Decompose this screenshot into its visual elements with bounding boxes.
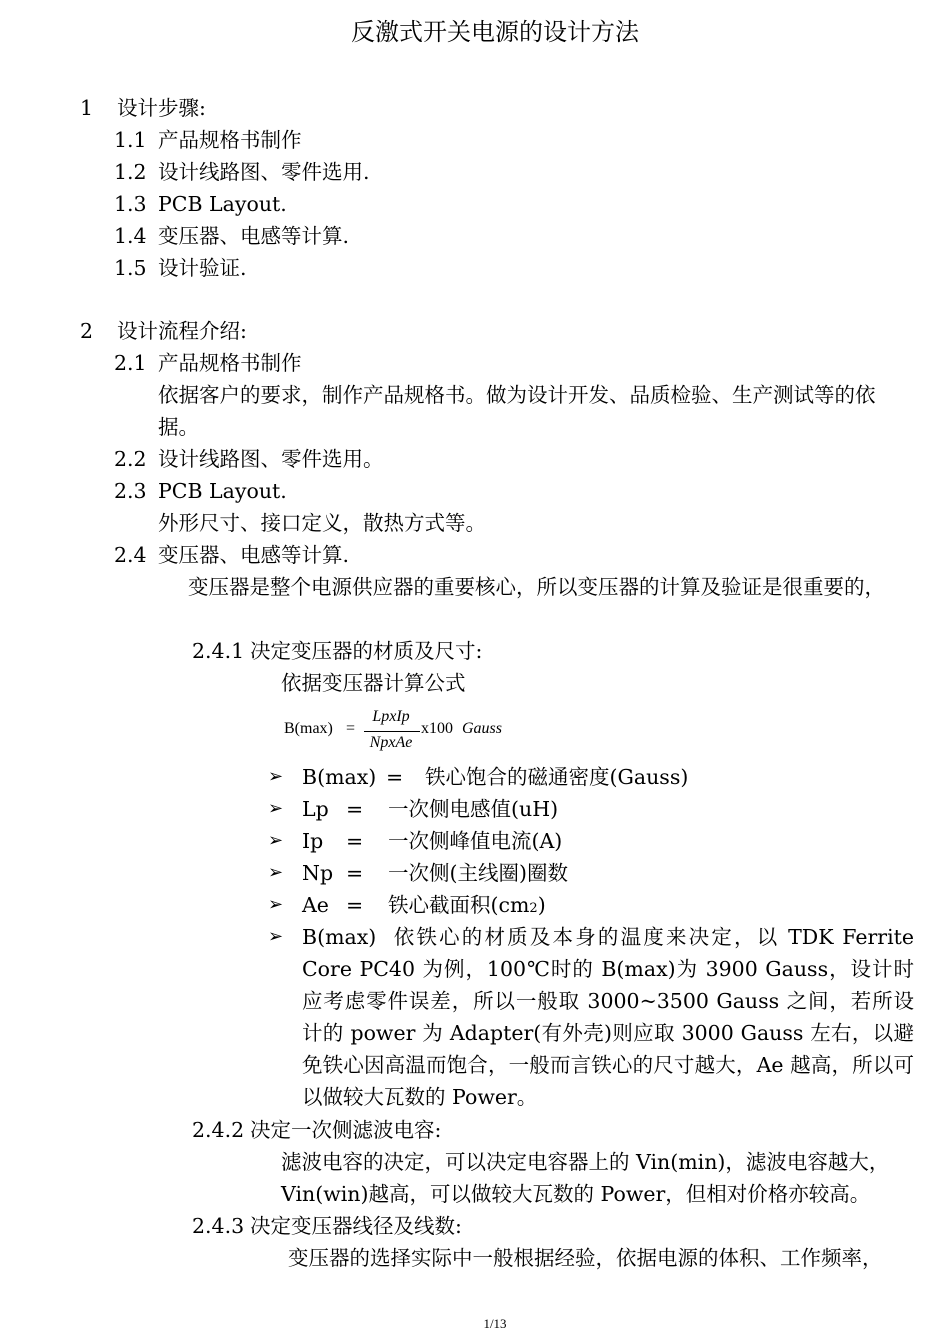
section-number: 1	[80, 96, 94, 120]
list-item: 1.5 设计验证.	[114, 256, 247, 280]
subsection-2-1: 2.1 产品规格书制作	[114, 351, 302, 375]
list-item: 1.3 PCB Layout.	[114, 192, 287, 216]
def-equals: =	[346, 829, 364, 853]
formula-equals: =	[346, 720, 356, 737]
arrow-bullet-icon: ➢	[268, 862, 284, 883]
subsection-2-4-2: 2.4.2 决定一次侧滤波电容:	[192, 1118, 442, 1142]
paragraph-2-4: 变压器是整个电源供应器的重要核心，所以变压器的计算及验证是很重要的，	[188, 575, 885, 599]
def-description: 一次侧(主线圈)圈数	[388, 861, 568, 885]
subsection-2-4: 2.4 变压器、电感等计算.	[114, 543, 350, 567]
bmax-note	[302, 921, 914, 1113]
formula-intro: 依据变压器计算公式	[281, 671, 466, 695]
def-equals: =	[346, 893, 364, 917]
section-number: 2	[80, 319, 94, 343]
arrow-bullet-icon: ➢	[268, 830, 284, 851]
section-label: 设计流程介绍:	[117, 319, 247, 343]
def-symbol: B(max)	[302, 765, 377, 789]
arrow-bullet-icon: ➢	[268, 894, 284, 915]
def-symbol: Ip	[302, 829, 324, 853]
formula-numerator: LpxIp	[372, 708, 410, 725]
paragraph-2-1: 依据客户的要求，制作产品规格书。做为设计开发、品质检验、生产测试等的依据。	[158, 383, 876, 439]
subsection-2-3: 2.3 PCB Layout.	[114, 479, 287, 503]
formula-denominator: NpxAe	[369, 734, 413, 751]
section-label: 设计步骤:	[117, 96, 206, 120]
def-description: 一次侧峰值电流(A)	[388, 829, 563, 853]
def-description: 铁心饱合的磁通密度(Gauss)	[425, 765, 689, 789]
paragraph-2-4-2: 滤波电容的决定，可以决定电容器上的 Vin(min)，滤波电容越大，Vin(win)越高，可以做较大瓦数的 Power，但相对价格亦较高。	[281, 1150, 890, 1206]
formula-unit: Gauss	[462, 720, 503, 737]
list-item: 1.4 变压器、电感等计算.	[114, 224, 350, 248]
subsection-2-4-1: 2.4.1 决定变压器的材质及尺寸:	[192, 639, 483, 663]
def-symbol: Ae	[302, 893, 329, 917]
def-symbol: Lp	[302, 797, 329, 821]
bmax-note-text: 依铁心的材质及本身的温度来决定，以 TDK Ferrite Core PC40 为例，100℃时的 B(max)为 3900 Gauss，设计时应考虑零件误差，所以一般取 3000~3500 Gauss 之间，若所设计的 power 为 Adapter(有外壳)则应取 3000 Gauss 左右，以避免铁心因高温而饱合，一般而言铁心的尺寸越大，Ae 越高，所以可以做较大瓦数的 Power。	[302, 925, 914, 1109]
arrow-bullet-icon: ➢	[268, 926, 284, 947]
subsection-2-4-3: 2.4.3 决定变压器线径及线数:	[192, 1214, 462, 1238]
subsection-2-2: 2.2 设计线路图、零件选用。	[114, 447, 384, 471]
def-symbol: Np	[302, 861, 334, 885]
formula-lhs: B(max)	[284, 720, 333, 737]
def-equals: =	[346, 861, 364, 885]
paragraph-2-4-3: 变压器的选择实际中一般根据经验，依据电源的体积、工作频率，	[288, 1246, 883, 1270]
page-number: 1/13	[483, 1316, 507, 1331]
def-equals: =	[346, 797, 364, 821]
arrow-bullet-icon: ➢	[268, 798, 284, 819]
def-description: 一次侧电感值(uH)	[388, 797, 559, 821]
section-2-heading	[80, 315, 247, 347]
def-symbol: B(max)	[302, 925, 377, 949]
paragraph-2-3: 外形尺寸、接口定义，散热方式等。	[158, 511, 486, 535]
def-description: 铁心截面积(cm2)	[388, 893, 546, 917]
arrow-bullet-icon: ➢	[268, 766, 284, 787]
list-item: 1.2 设计线路图、零件选用.	[114, 160, 370, 184]
fraction-bar	[364, 731, 420, 732]
page-title: 反激式开关电源的设计方法	[351, 18, 639, 46]
formula-factor: x100	[421, 720, 453, 737]
def-equals: =	[386, 765, 404, 789]
list-item: 1.1 产品规格书制作	[114, 128, 302, 152]
section-1-heading	[80, 92, 206, 124]
